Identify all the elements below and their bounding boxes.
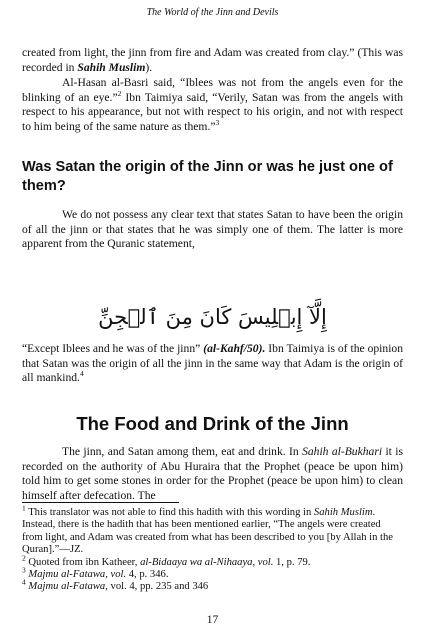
running-head: The World of the Jinn and Devils: [146, 7, 279, 18]
footnote-italic: Sahih Muslim: [313, 507, 373, 518]
paragraph-1: [22, 46, 403, 75]
paragraph-4: [22, 342, 403, 386]
page-number: 17: [206, 614, 219, 626]
footnote-number: 4: [22, 577, 26, 587]
paragraph-4-text-cont: Ibn Taimiya is of the opinion that Satan was the origin of all the jinn in the same way that Adam is the origin of all mankind.: [22, 342, 404, 385]
footnote-italic: vol.: [257, 556, 274, 568]
paragraph-1-text: created from light, the jinn from fire and Adam was created from clay.” (This was recorded in: [22, 46, 403, 74]
footnote-3: [22, 565, 403, 581]
footnote-number: 2: [22, 553, 26, 563]
paragraph-5: [22, 445, 403, 503]
paragraph-2-text-cont: Ibn Taimiya said, “Verily, Satan was from the angels with respect to his appearance, but not with respect to his origin, and not with respect to him being of the same nature as them.”: [22, 90, 404, 133]
section-heading: Was Satan the origin of the Jinn or was he just one of them?: [22, 159, 393, 194]
footnote-marker-4: 4: [79, 369, 84, 379]
paragraph-5-text-cont: it is recorded on the authority of Abu Huraira that the Prophet (peace be upon him) told him to get some stones in order for the Prophet (peace be upon him) to clean himself after defecation. The: [22, 445, 403, 502]
footnote-text: This translator was not able to find this hadith with this wording in: [25, 507, 314, 518]
footnote-italic: al-Bidaaya wa al-Nihaaya: [140, 556, 253, 568]
footnote-italic: Majmu al-Fatawa: [28, 581, 106, 593]
paragraph-1-end: ).: [145, 60, 153, 74]
paragraph-3: We do not possess any clear text that states Satan to have been the origin of all the jinn or that states that he was simply one of them. The latter is more apparent from the Quranic statement,: [22, 208, 403, 251]
chapter-heading: The Food and Drink of the Jinn: [76, 413, 349, 434]
footnote-1: [22, 503, 403, 557]
footnote-4: [22, 577, 403, 593]
footnote-text: 4, p. 346.: [126, 569, 169, 581]
footnote-divider: [22, 502, 179, 503]
paragraph-2-text: Al-Hasan al-Basri said, “Iblees was not from the angels even for the blinking of an eye.”: [22, 76, 403, 104]
paragraph-2: [22, 76, 403, 134]
footnote-2: [22, 553, 403, 569]
paragraph-4-text: “Except Iblees and he was of the jinn”: [22, 342, 204, 355]
quran-verse-arabic: إِلَّآ إِبۡلِيسَ كَانَ مِنَ ٱلۡجِنِّ: [98, 305, 327, 329]
quran-reference: (al-Kahf/50).: [203, 342, 266, 355]
footnote-text: ,: [252, 556, 258, 568]
sahih-muslim-ref: Sahih Muslim: [77, 60, 146, 74]
footnote-marker-3: 3: [215, 117, 220, 127]
footnote-text: , vol. 4, pp. 235 and 346: [105, 581, 209, 593]
footnote-number: 1: [22, 503, 26, 513]
footnote-text: Quoted from ibn Katheer,: [25, 556, 141, 568]
footnote-text: . Instead, there is the hadith that has been mentioned earlier, “The angels were created from light, and Adam was created from what has been described to you [by Allah in the Quran].”—JZ.: [22, 507, 393, 556]
footnote-italic: Majmu al-Fatawa, vol.: [28, 569, 127, 581]
footnote-number: 3: [22, 565, 26, 575]
footnote-marker-2: 2: [117, 88, 122, 98]
footnotes: [22, 503, 403, 594]
paragraph-5-text: The jinn, and Satan among them, eat and drink. In: [62, 445, 303, 458]
sahih-bukhari-ref: Sahih al-Bukhari: [302, 445, 383, 458]
footnote-text: 1, p. 79.: [273, 556, 311, 568]
